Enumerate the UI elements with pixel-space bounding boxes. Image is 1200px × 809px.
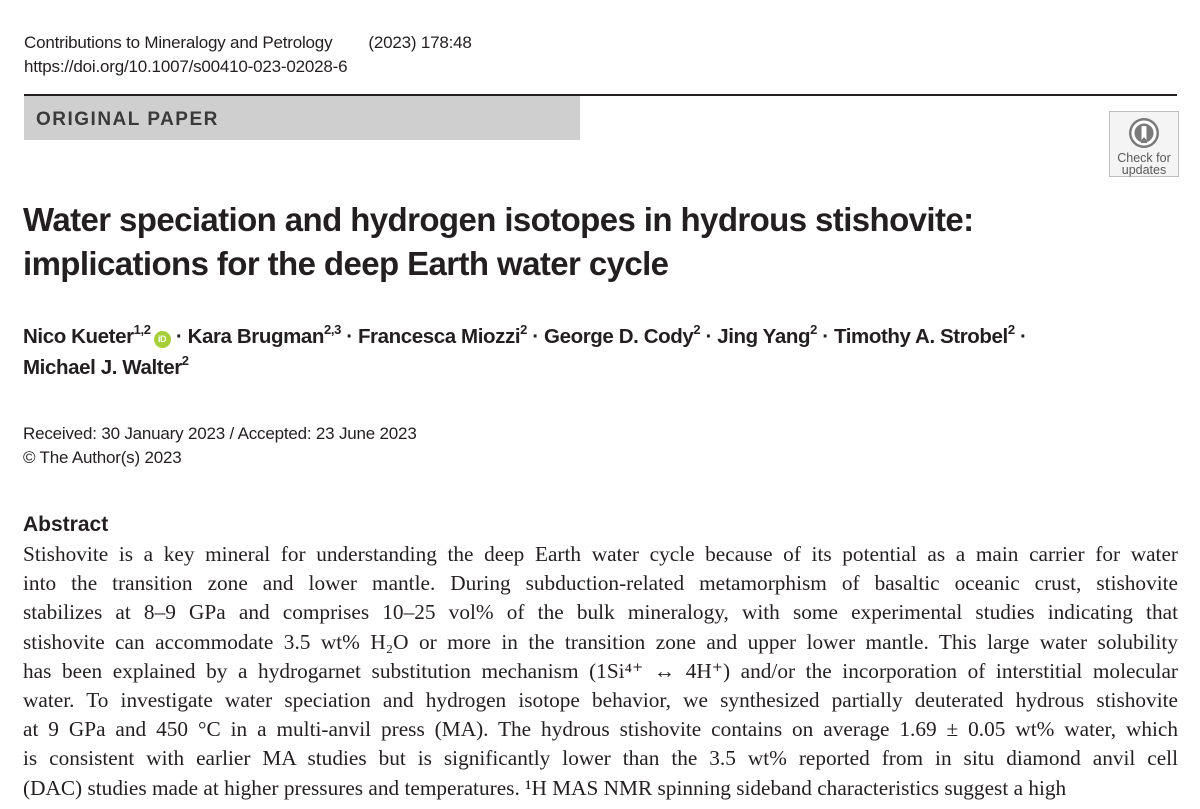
author-separator: · [1020, 325, 1027, 348]
journal-header [24, 31, 472, 79]
author-list [23, 321, 1173, 383]
author-name[interactable]: Timothy A. Strobel [833, 325, 1008, 348]
journal-name: Contributions to Mineralogy and Petrology [24, 33, 333, 52]
article-title [23, 198, 1123, 286]
crossmark-line2: updates [1121, 163, 1167, 177]
author-separator: · [822, 325, 829, 348]
author-affiliation: 1,2 [133, 322, 151, 338]
author-affiliation: 2 [520, 322, 527, 338]
author-affiliation: 2 [810, 322, 817, 338]
author-name[interactable]: Kara Brugman [187, 325, 325, 348]
article-dates [23, 422, 417, 470]
author-affiliation: 2 [1007, 322, 1015, 338]
copyright-notice: © The Author(s) 2023 [23, 448, 182, 467]
doi-link[interactable]: https://doi.org/10.1007/s00410-023-02028-6 [24, 57, 348, 76]
author-separator: · [346, 325, 353, 348]
author-name[interactable]: Francesca Miozzi [357, 325, 521, 348]
abstract-body [23, 540, 1178, 803]
abstract-line: is consistent with earlier MA studies but is significantly lower than the 3.5 wt% reported from in situ diamond anvil cell [23, 746, 1178, 771]
author-affiliation: 2 [181, 353, 189, 369]
abstract-heading: Abstract [23, 513, 109, 536]
orcid-icon[interactable]: iD [154, 331, 171, 348]
abstract-line: has been explained by a hydrogarnet substitution mechanism (1Si⁴⁺ ↔ 4H⁺) and/or the incorporation of interstitial molecular [23, 658, 1178, 683]
crossmark-line1: Check for [1117, 151, 1171, 165]
abstract-line: at 9 GPa and 450 °C in a multi-anvil press (MA). The hydrous stishovite contains on average 1.69 ± 0.05 wt% water, which [23, 717, 1178, 742]
journal-line [24, 31, 472, 55]
author-separator: · [705, 325, 712, 348]
title-line-1: Water speciation and hydrogen isotopes in hydrous stishovite: [23, 201, 974, 238]
article-type-badge: ORIGINAL PAPER [24, 96, 580, 140]
crossmark-icon [1127, 116, 1161, 150]
abstract-line: water. To investigate water speciation and hydrogen isotope behavior, we synthesized partially deuterated hydrous stishovite [23, 688, 1178, 713]
author-line-2 [23, 352, 1173, 383]
author-affiliation: 2,3 [324, 322, 341, 338]
abstract-line: Stishovite is a key mineral for understanding the deep Earth water cycle because of its potential as a main carrier for water [23, 542, 1178, 566]
author-name[interactable]: Jing Yang [717, 325, 811, 348]
crossmark-label [1110, 152, 1178, 176]
journal-citation: (2023) 178:48 [368, 33, 472, 52]
abstract-line: into the transition zone and lower mantle. During subduction-related metamorphism of basaltic oceanic crust, stishovite [23, 571, 1178, 596]
author-line-1 [23, 321, 1173, 352]
author-affiliation: 2 [693, 322, 701, 338]
author-separator: · [532, 325, 539, 348]
abstract-line: stishovite can accommodate 3.5 wt% H₂O or more in the transition zone and upper lower mantle. This large water solubility [23, 629, 1178, 654]
author-name[interactable]: Nico Kueter [23, 325, 134, 348]
author-name[interactable]: Michael J. Walter [23, 356, 182, 379]
author-name[interactable]: George D. Cody [544, 325, 694, 348]
received-accepted-dates: Received: 30 January 2023 / Accepted: 23 June 2023 [23, 424, 417, 443]
abstract-line: (DAC) studies made at higher pressures and temperatures. ¹H MAS NMR spinning sideband characteristics suggest a high [23, 775, 1067, 800]
check-for-updates-button[interactable] [1109, 111, 1179, 177]
abstract-line: stabilizes at 8–9 GPa and comprises 10–25 vol% of the bulk mineralogy, with some experimental studies indicating that [23, 600, 1178, 625]
title-line-2: implications for the deep Earth water cycle [23, 245, 669, 282]
author-separator: · [175, 325, 183, 348]
